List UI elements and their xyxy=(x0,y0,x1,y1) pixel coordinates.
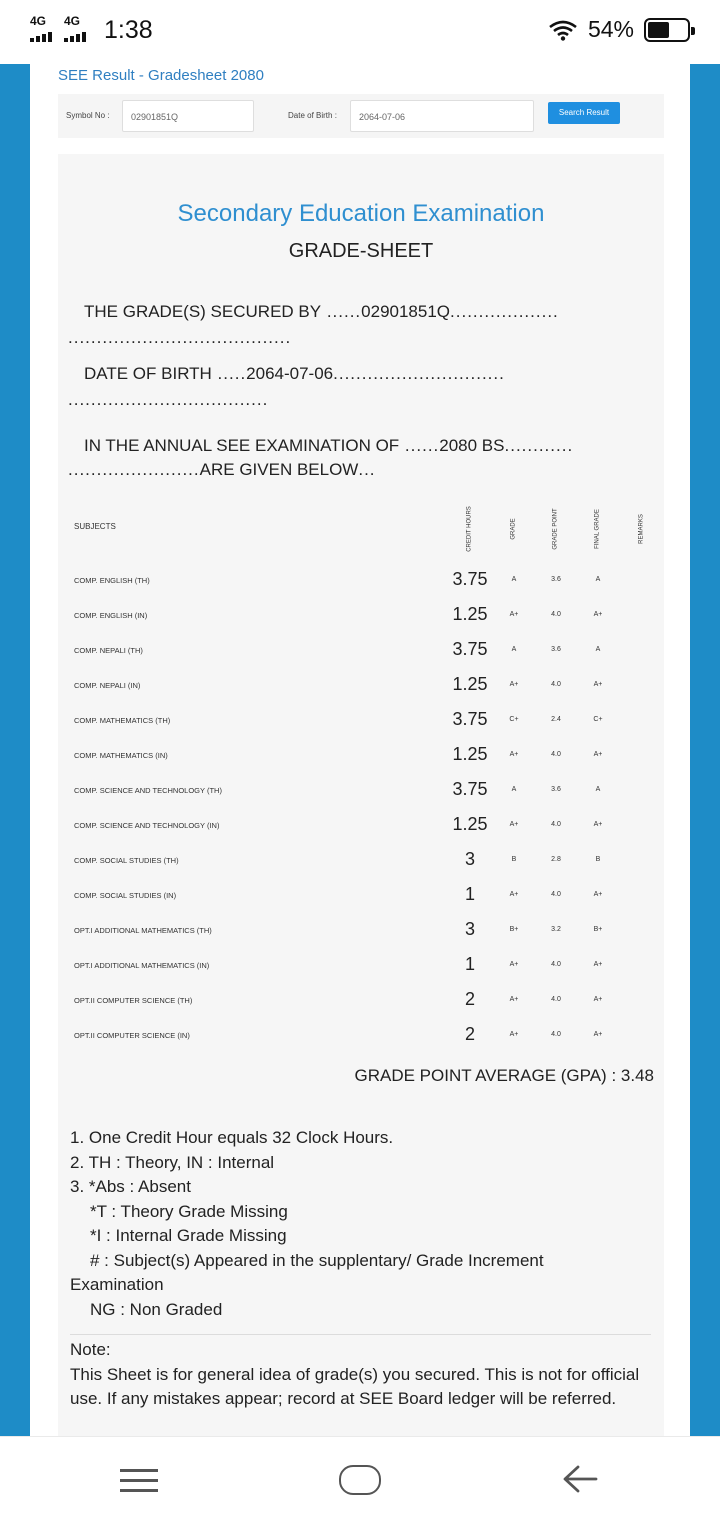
final-grade-cell: A+ xyxy=(593,1031,603,1038)
grade-point-cell: 3.6 xyxy=(551,576,561,583)
grade-point-cell: 3.2 xyxy=(551,926,561,933)
grade-cell: A+ xyxy=(509,821,519,828)
signal-icon xyxy=(30,14,58,44)
header-credit-hours: CREDIT HOURS xyxy=(466,506,473,552)
grade-point-cell: 4.0 xyxy=(551,611,561,618)
table-row xyxy=(74,988,654,1023)
exam-year-value: 2080 BS xyxy=(439,436,505,455)
battery-percent: 54% xyxy=(587,16,634,42)
final-grade-cell: A xyxy=(595,786,601,793)
final-grade-cell: C+ xyxy=(593,716,603,723)
clock: 1:38 xyxy=(104,16,153,44)
subject-cell: COMP. ENGLISH (IN) xyxy=(74,611,148,620)
credit-hours-cell: 1 xyxy=(464,954,475,974)
dob-text-label: DATE OF BIRTH xyxy=(84,364,212,383)
final-grade-cell: A+ xyxy=(593,821,603,828)
given-below-line: .......................ARE GIVEN BELOW... xyxy=(68,460,376,479)
grade-point-cell: 4.0 xyxy=(551,961,561,968)
dob-value: 2064-07-06 xyxy=(246,364,334,383)
table-row xyxy=(74,568,654,603)
status-right xyxy=(548,16,690,43)
subject-cell: COMP. ENGLISH (TH) xyxy=(74,576,150,585)
grade-sheet xyxy=(58,154,664,1436)
symbol-number-value: 02901851Q xyxy=(361,302,451,321)
credit-hours-cell: 1.25 xyxy=(452,744,488,764)
credit-hours-cell: 2 xyxy=(464,1024,475,1044)
note-title: Note: xyxy=(70,1340,111,1359)
disclaimer xyxy=(70,1338,650,1412)
grade-cell: A xyxy=(511,786,517,793)
grade-point-cell: 4.0 xyxy=(551,681,561,688)
header-grade: GRADE xyxy=(510,518,517,540)
table-row xyxy=(74,883,654,918)
final-grade-cell: A xyxy=(595,646,601,653)
network-indicators xyxy=(30,14,92,44)
grade-point-cell: 4.0 xyxy=(551,891,561,898)
page-title-link[interactable]: SEE Result - Gradesheet 2080 xyxy=(58,67,264,84)
table-row xyxy=(74,603,654,638)
grade-point-cell: 4.0 xyxy=(551,1031,561,1038)
signal-icon xyxy=(64,14,92,44)
subject-cell: COMP. NEPALI (IN) xyxy=(74,681,141,690)
grade-cell: B+ xyxy=(509,926,519,933)
grade-cell: A+ xyxy=(509,996,519,1003)
back-arrow-icon[interactable] xyxy=(560,1463,600,1495)
subject-cell: COMP. SOCIAL STUDIES (IN) xyxy=(74,891,177,900)
credit-hours-cell: 1.25 xyxy=(452,604,488,624)
search-result-button[interactable]: Search Result xyxy=(548,102,620,124)
symbol-label: Symbol No : xyxy=(66,111,110,120)
final-grade-cell: A+ xyxy=(593,891,603,898)
home-icon[interactable] xyxy=(339,1465,381,1495)
grade-cell: A xyxy=(511,646,517,653)
grade-point-cell: 4.0 xyxy=(551,751,561,758)
table-row xyxy=(74,638,654,673)
symbol-number-input[interactable]: 02901851Q xyxy=(122,100,254,132)
credit-hours-cell: 1.25 xyxy=(452,814,488,834)
note-item: 1. One Credit Hour equals 32 Clock Hours. xyxy=(70,1128,394,1147)
grade-cell: A xyxy=(511,576,517,583)
note-item: *T : Theory Grade Missing xyxy=(90,1201,288,1221)
page-background xyxy=(0,64,720,1436)
table-row xyxy=(74,1023,654,1058)
dotted-line: ................................... xyxy=(68,390,269,409)
status-bar xyxy=(0,0,720,64)
gpa-label: GRADE POINT AVERAGE (GPA) : xyxy=(354,1066,617,1085)
secured-by-label: THE GRADE(S) SECURED BY xyxy=(84,302,322,321)
gpa-value: 3.48 xyxy=(620,1066,654,1085)
grade-cell: C+ xyxy=(509,716,519,723)
grade-cell: A+ xyxy=(509,751,519,758)
subject-cell: COMP. SCIENCE AND TECHNOLOGY (IN) xyxy=(74,821,220,830)
final-grade-cell: A+ xyxy=(593,751,603,758)
grade-point-cell: 3.6 xyxy=(551,646,561,653)
dotted-line: ....................................... xyxy=(68,328,292,347)
exam-of-line: IN THE ANNUAL SEE EXAMINATION OF ......2080 BS............ xyxy=(84,436,574,455)
exam-of-label: IN THE ANNUAL SEE EXAMINATION OF xyxy=(84,436,400,455)
table-row xyxy=(74,743,654,778)
table-row xyxy=(74,778,654,813)
subject-cell: COMP. NEPALI (TH) xyxy=(74,646,143,655)
subject-cell: COMP. MATHEMATICS (IN) xyxy=(74,751,168,760)
header-subjects: SUBJECTS xyxy=(74,522,116,531)
table-row xyxy=(74,953,654,988)
final-grade-cell: A+ xyxy=(593,961,603,968)
network-type-1: 4G xyxy=(30,14,47,28)
subject-cell: OPT.II COMPUTER SCIENCE (IN) xyxy=(74,1031,190,1040)
credit-hours-cell: 3.75 xyxy=(452,569,488,589)
dob-input[interactable]: 2064-07-06 xyxy=(350,100,534,132)
header-final-grade: FINAL GRADE xyxy=(594,509,601,549)
table-row xyxy=(74,708,654,743)
note-item: # : Subject(s) Appeared in the supplentary/ Grade Increment xyxy=(90,1250,544,1270)
subject-cell: OPT.I ADDITIONAL MATHEMATICS (TH) xyxy=(74,926,212,935)
credit-hours-cell: 3 xyxy=(464,919,475,939)
grade-point-cell: 4.0 xyxy=(551,996,561,1003)
battery-icon xyxy=(644,18,690,42)
table-row xyxy=(74,848,654,883)
subject-cell: COMP. SCIENCE AND TECHNOLOGY (TH) xyxy=(74,786,222,795)
note-item: 3. *Abs : Absent xyxy=(70,1177,191,1196)
grade-cell: A+ xyxy=(509,681,519,688)
subject-cell: COMP. SOCIAL STUDIES (TH) xyxy=(74,856,179,865)
given-below-text: ARE GIVEN BELOW xyxy=(199,460,359,479)
credit-hours-cell: 2 xyxy=(464,989,475,1009)
gpa-line xyxy=(355,1066,655,1086)
grade-point-cell: 2.8 xyxy=(551,856,561,863)
note-body: This Sheet is for general idea of grade(s) you secured. This is not for official use. If any mistakes appear; record at SEE Board ledger will be referred. xyxy=(70,1364,640,1408)
wifi-icon xyxy=(548,19,578,41)
dob-label: Date of Birth : xyxy=(288,111,337,120)
notes-list xyxy=(70,1126,655,1322)
dob-line: DATE OF BIRTH .....2064-07-06.............................. xyxy=(84,364,505,383)
subject-cell: OPT.II COMPUTER SCIENCE (TH) xyxy=(74,996,193,1005)
credit-hours-cell: 3 xyxy=(464,849,475,869)
exam-title: Secondary Education Examination xyxy=(177,200,545,227)
final-grade-cell: A xyxy=(595,576,601,583)
table-row xyxy=(74,813,654,848)
divider xyxy=(70,1334,651,1335)
search-form xyxy=(58,94,664,138)
credit-hours-cell: 1.25 xyxy=(452,674,488,694)
note-item: *I : Internal Grade Missing xyxy=(90,1226,287,1245)
navigation-bar xyxy=(0,1436,720,1520)
grade-cell: A+ xyxy=(509,891,519,898)
credit-hours-cell: 3.75 xyxy=(452,639,488,659)
grade-cell: B xyxy=(511,856,517,863)
table-row xyxy=(74,918,654,953)
grade-cell: A+ xyxy=(509,1031,519,1038)
subject-cell: COMP. MATHEMATICS (TH) xyxy=(74,716,171,725)
grade-point-cell: 4.0 xyxy=(551,821,561,828)
final-grade-cell: B xyxy=(595,856,601,863)
secured-by-line: THE GRADE(S) SECURED BY ......02901851Q................... xyxy=(84,302,559,321)
final-grade-cell: B+ xyxy=(593,926,603,933)
header-grade-point: GRADE POINT xyxy=(552,508,559,550)
credit-hours-cell: 1 xyxy=(464,884,475,904)
final-grade-cell: A+ xyxy=(593,611,603,618)
note-item: Examination xyxy=(70,1275,164,1294)
note-item: NG : Non Graded xyxy=(90,1299,223,1319)
grade-point-cell: 2.4 xyxy=(551,716,561,723)
credit-hours-cell: 3.75 xyxy=(452,779,488,799)
header-remarks: REMARKS xyxy=(638,514,645,544)
credit-hours-cell: 3.75 xyxy=(452,709,488,729)
table-row xyxy=(74,673,654,708)
content-card xyxy=(30,64,690,1436)
final-grade-cell: A+ xyxy=(593,996,603,1003)
grade-cell: A+ xyxy=(509,961,519,968)
subject-cell: OPT.I ADDITIONAL MATHEMATICS (IN) xyxy=(74,961,210,970)
note-item: 2. TH : Theory, IN : Internal xyxy=(70,1152,275,1172)
final-grade-cell: A+ xyxy=(593,681,603,688)
grade-cell: A+ xyxy=(509,611,519,618)
grade-point-cell: 3.6 xyxy=(551,786,561,793)
network-type-2: 4G xyxy=(64,14,81,28)
menu-icon[interactable] xyxy=(120,1469,158,1493)
sheet-title: GRADE-SHEET xyxy=(288,240,434,262)
